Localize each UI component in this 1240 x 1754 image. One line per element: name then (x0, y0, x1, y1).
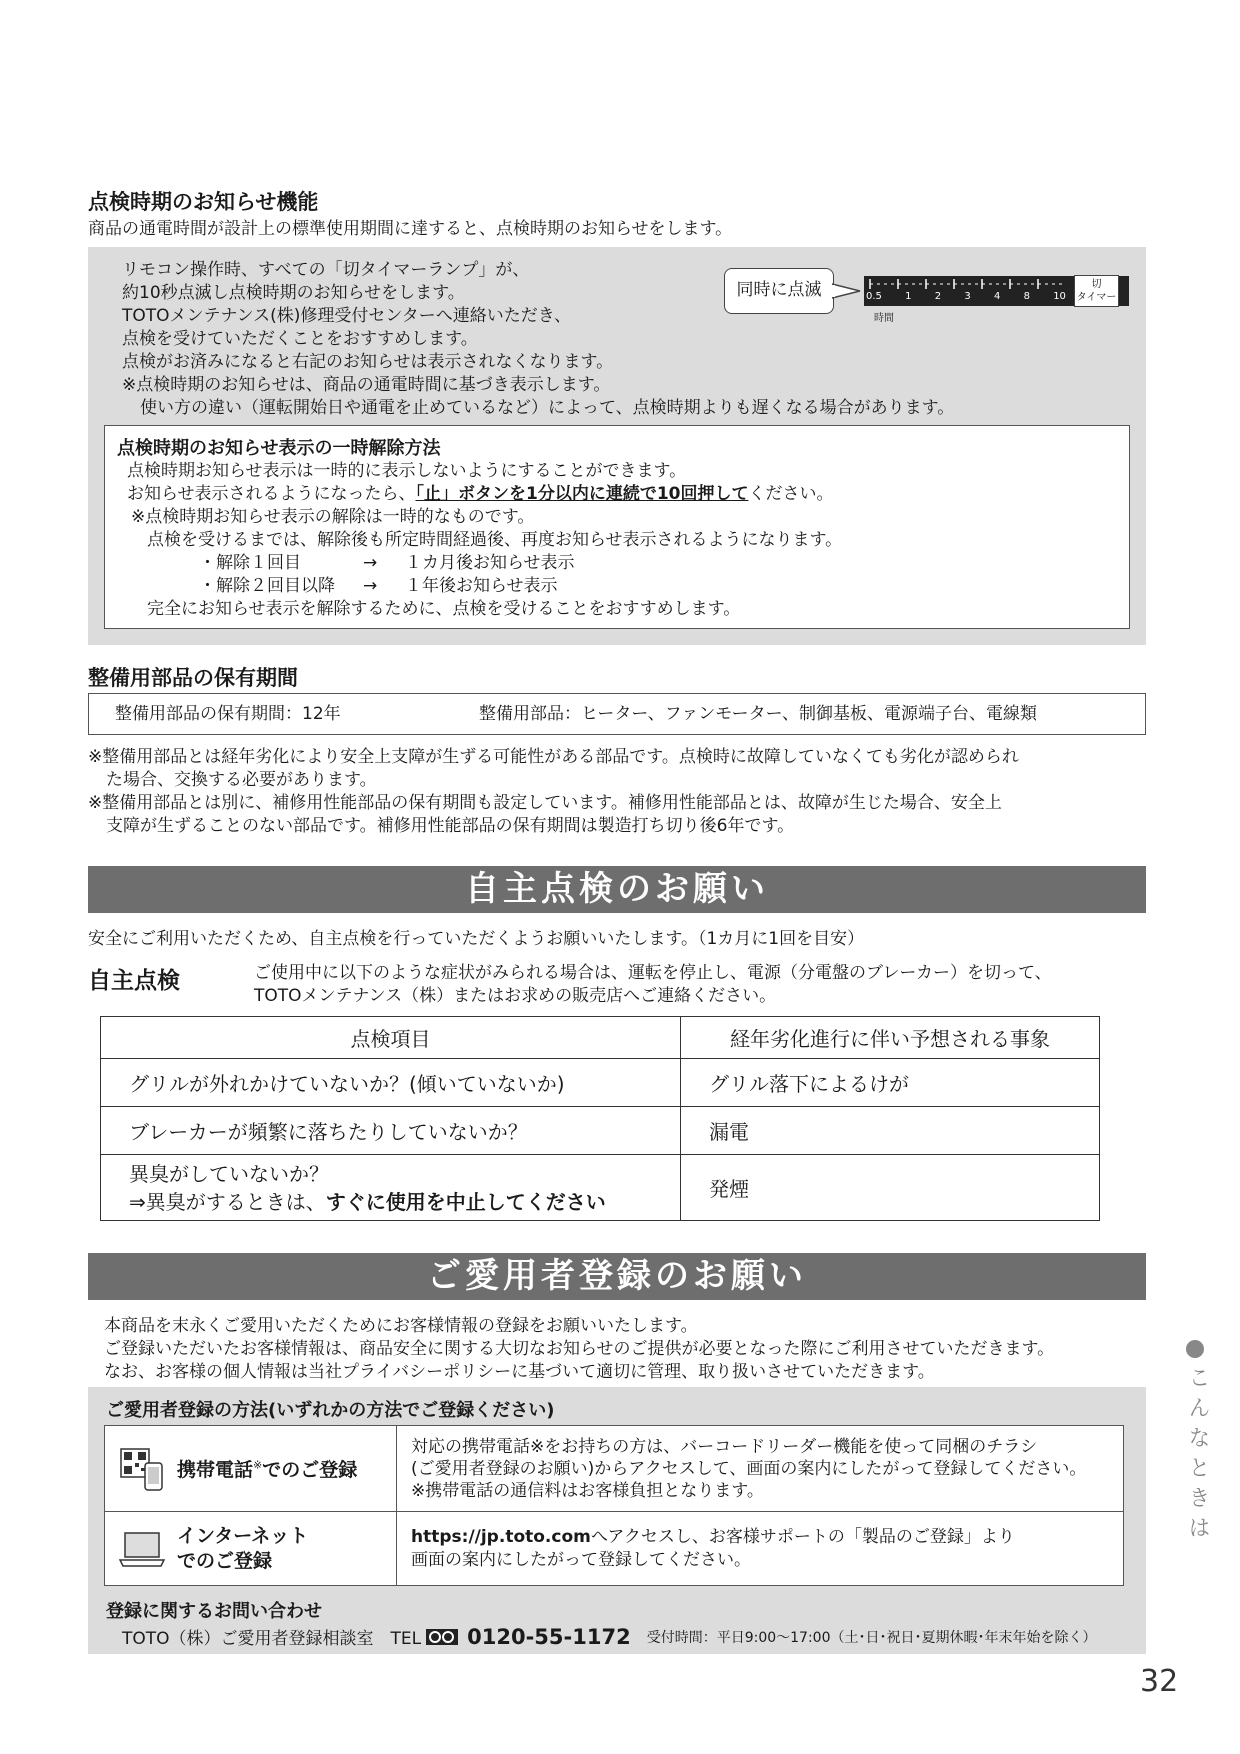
registration-intro: 本商品を末永くご愛用いただくためにお客様情報の登録をお願いいたします。 (104, 1316, 698, 1336)
release-line: ※点検時期お知らせ表示の解除は一時的なものです。 (131, 507, 535, 527)
timer-lamp-display (864, 276, 1129, 306)
web-desc-line: 画面の案内にしたがって登録してください。 (411, 1549, 751, 1570)
release-row-label: ・解除２回目以降 (199, 576, 335, 596)
timer-ticks (866, 291, 1066, 302)
parts-period: 整備用部品の保有期間：12年 (115, 704, 341, 724)
check-item-pre: ⇒異臭がするときは、 (129, 1189, 326, 1214)
self-check-label: 自主点検 (88, 968, 180, 994)
release-row-label: ・解除１回目 (199, 553, 301, 573)
table-row (101, 1107, 1100, 1155)
inquiry-phone: 0120-55-1172 (467, 1624, 631, 1649)
table-header: 経年劣化進行に伴い予想される事象 (681, 1017, 1100, 1059)
check-event: 漏電 (681, 1107, 1100, 1155)
web-label-line: でのご登録 (177, 1549, 273, 1572)
mobile-desc-line: 対応の携帯電話※をお持ちの方は、バーコードリーダー機能を使って同梱のチラシ (411, 1436, 1038, 1457)
table-row (101, 1059, 1100, 1107)
timer-lamp-marks (868, 278, 1064, 290)
release-row-arrow: → (363, 576, 378, 596)
registration-panel (88, 1387, 1146, 1654)
off-timer-label: タイマー (1076, 292, 1117, 303)
release-instruction: 「止」ボタンを1分以内に連続で10回押して (415, 484, 749, 504)
self-check-desc: ご使用中に以下のような症状がみられる場合は、運転を停止し、電源（分電盤のブレーカー）を切って、 (254, 963, 1052, 983)
method-desc-cell (397, 1512, 1124, 1586)
inquiry-heading: 登録に関するお問い合わせ (106, 1601, 322, 1622)
release-row-value: １カ月後お知らせ表示 (405, 553, 575, 573)
notice-intro: 商品の通電時間が設計上の標準使用期間に達すると、点検時期のお知らせをします。 (88, 219, 733, 239)
inquiry-line (122, 1624, 1097, 1649)
inquiry-org: TOTO（株）ご愛用者登録相談室 TEL (122, 1629, 422, 1649)
qr-mobile-icon (119, 1447, 165, 1491)
notice-line: リモコン操作時、すべての「切タイマーランプ」が、 (122, 260, 530, 280)
release-line-pre: お知らせ表示されるようになったら、 (127, 484, 416, 504)
notice-line: 点検を受けていただくことをおすすめします。 (122, 329, 478, 349)
page-number: 32 (1140, 1664, 1179, 1699)
parts-note: 支障が生ずることのない部品です。補修用性能部品の保有期間は製造打ち切り後6年です。 (106, 816, 795, 836)
parts-note: た場合、交換する必要があります。 (106, 770, 377, 790)
release-row-value: １年後お知らせ表示 (405, 576, 558, 596)
side-section-tab: こんなときは (1185, 1366, 1210, 1546)
web-desc-line (411, 1526, 1123, 1549)
blink-callout: 同時に点滅 (724, 268, 834, 314)
registration-url-link[interactable]: https://jp.toto.com (411, 1526, 591, 1547)
check-event: 発煙 (681, 1155, 1100, 1221)
off-timer-button (1074, 275, 1119, 307)
timer-tick: 4 (993, 291, 1001, 302)
registration-banner: ご愛用者登録のお願い (88, 1253, 1146, 1300)
mobile-method-label (177, 1455, 357, 1482)
off-timer-label: 切 (1091, 279, 1102, 290)
timer-tick: 8 (1023, 291, 1030, 302)
self-check-table (100, 1016, 1100, 1221)
table-row (101, 1155, 1100, 1221)
method-label-cell (105, 1426, 397, 1512)
release-heading: 点検時期のお知らせ表示の一時解除方法 (117, 438, 441, 459)
parts-note: ※整備用部品とは別に、補修用性能部品の保有期間も設定しています。補修用性能部品とは、故障が生じた場合、安全上 (88, 793, 1002, 813)
mobile-label-pre: 携帯電話 (177, 1459, 254, 1481)
notice-heading: 点検時期のお知らせ機能 (88, 190, 319, 214)
table-header-row (101, 1017, 1100, 1059)
parts-note: ※整備用部品とは経年劣化により安全上支障が生ずる可能性がある部品です。点検時に故障していなくても劣化が認められ (88, 747, 1019, 767)
section-dot-icon (1186, 1340, 1204, 1358)
release-line (127, 483, 834, 506)
release-line: 点検を受けるまでは、解除後も所定時間経過後、再度お知らせ表示されるようになります。 (147, 530, 843, 550)
check-item-warning: すぐに使用を中止してください (325, 1189, 606, 1214)
timer-tick: 3 (964, 291, 971, 302)
self-check-intro: 安全にご利用いただくため、自主点検を行っていただくようお願いいたします。（1カ月に1回を目安） (88, 929, 865, 949)
check-item: ブレーカーが頻繁に落ちたりしていないか？ (101, 1107, 681, 1155)
method-heading: ご愛用者登録の方法(いずれかの方法でご登録ください) (106, 1400, 555, 1421)
laptop-icon (119, 1529, 165, 1569)
web-desc-post: へアクセスし、お客様サポートの「製品のご登録」より (590, 1526, 1015, 1547)
notice-panel (88, 247, 1146, 645)
notice-line: TOTOメンテナンス(株)修理受付センターへ連絡いただき、 (122, 306, 572, 326)
mobile-label-post: でのご登録 (262, 1459, 358, 1481)
release-line: 完全にお知らせ表示を解除するために、点検を受けることをおすすめします。 (147, 599, 741, 619)
release-row-arrow: → (363, 553, 378, 573)
method-label-cell (105, 1512, 397, 1586)
parts-heading: 整備用部品の保有期間 (88, 666, 298, 690)
inquiry-hours: 受付時間：平日9:00～17:00（土･日･祝日･夏期休暇･年末年始を除く） (646, 1629, 1097, 1646)
notice-line: ※点検時期のお知らせは、商品の通電時間に基づき表示します。 (122, 375, 611, 395)
timer-tick: 0.5 (866, 291, 882, 302)
parts-list: 整備用部品：ヒーター、ファンモーター、制御基板、電源端子台、電線類 (479, 704, 1037, 724)
check-item (101, 1155, 681, 1221)
release-line-post: ください。 (748, 484, 834, 504)
timer-tick: 10 (1053, 291, 1066, 302)
registration-intro: ご登録いただいたお客様情報は、商品安全に関する大切なお知らせのご提供が必要となった際にご利用させていただきます。 (104, 1339, 1055, 1359)
notice-line: 約10秒点滅し点検時期のお知らせをします。 (122, 283, 465, 303)
timer-tick: 2 (934, 291, 942, 302)
check-event: グリル落下によるけが (681, 1059, 1100, 1107)
method-row-mobile (105, 1426, 1124, 1512)
release-method-box (104, 425, 1130, 629)
method-row-web (105, 1512, 1124, 1586)
web-label-line: インターネット (177, 1524, 309, 1547)
parts-box (88, 693, 1146, 735)
web-method-label (177, 1524, 308, 1574)
mobile-desc-line: ※携帯電話の通信料はお客様負担となります。 (411, 1480, 764, 1501)
check-item-line: 異臭がしていないか？ (129, 1161, 329, 1186)
free-dial-icon (425, 1627, 463, 1647)
self-check-banner: 自主点検のお願い (88, 866, 1146, 913)
table-header: 点検項目 (101, 1017, 681, 1059)
mobile-label-mark: ※ (253, 1458, 263, 1472)
registration-methods-table (104, 1425, 1124, 1586)
registration-intro: なお、お客様の個人情報は当社プライバシーポリシーに基づいて適切に管理、取り扱いさせていただきます。 (104, 1362, 935, 1382)
notice-line: 点検がお済みになると右記のお知らせは表示されなくなります。 (122, 352, 614, 372)
check-item: グリルが外れかけていないか？(傾いていないか) (101, 1059, 681, 1107)
timer-tick: 1 (905, 291, 912, 302)
method-desc-cell (397, 1426, 1124, 1512)
mobile-desc-line: (ご愛用者登録のお願い)からアクセスして、画面の案内にしたがって登録してください。 (411, 1458, 1087, 1479)
notice-line: 使い方の違い（運転開始日や通電を止めているなど）によって、点検時期よりも遅くなる場合があります。 (140, 398, 955, 418)
release-line: 点検時期お知らせ表示は一時的に表示しないようにすることができます。 (127, 461, 687, 481)
self-check-desc: TOTOメンテナンス（株）またはお求めの販売店へご連絡ください。 (254, 986, 777, 1006)
timer-caption: 時間 (874, 313, 894, 324)
check-item-line (129, 1188, 652, 1216)
